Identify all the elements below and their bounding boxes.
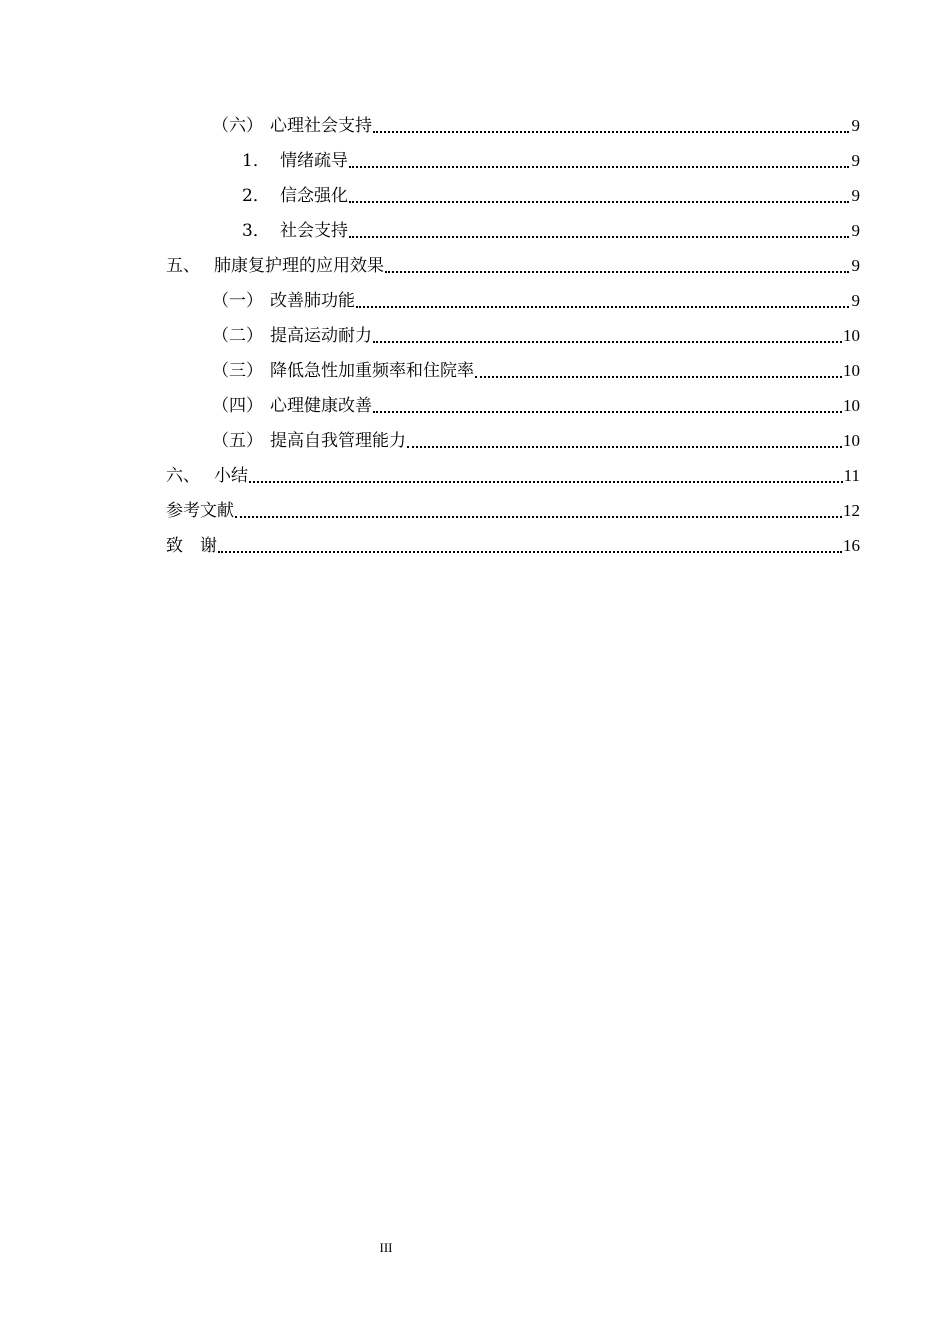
- toc-entry[interactable]: [166, 423, 860, 458]
- toc-entry-number: （六）: [212, 116, 263, 136]
- toc-entry[interactable]: [166, 388, 860, 423]
- toc-entry-page: 12: [843, 501, 860, 520]
- toc-entry[interactable]: [166, 143, 860, 178]
- toc-entry-title: 改善肺功能: [270, 291, 355, 311]
- toc-entry-title: 情绪疏导: [280, 151, 348, 171]
- toc-entry-number: （二）: [212, 326, 263, 346]
- toc-entry-page: 9: [851, 221, 860, 240]
- table-of-contents: [166, 108, 860, 563]
- page-number-footer: III: [379, 1240, 393, 1255]
- toc-entry-page: 10: [843, 326, 860, 345]
- toc-entry[interactable]: [166, 318, 860, 353]
- toc-entry-page: 10: [843, 396, 860, 415]
- toc-leader-dots: [385, 270, 849, 273]
- toc-leader-dots: [349, 200, 849, 203]
- toc-leader-dots: [349, 235, 849, 238]
- toc-entry-title: 心理社会支持: [270, 116, 372, 136]
- toc-entry-number: 六、: [166, 466, 200, 486]
- toc-entry-page: 9: [851, 256, 860, 275]
- toc-leader-dots: [349, 165, 849, 168]
- toc-entry-number: （一）: [212, 291, 263, 311]
- toc-entry-page: 10: [843, 431, 860, 450]
- toc-entry-number: （四）: [212, 396, 263, 416]
- toc-entry-page: 11: [843, 466, 860, 485]
- toc-entry-title: 心理健康改善: [270, 396, 372, 416]
- toc-entry-number: 1．: [242, 151, 270, 171]
- toc-leader-dots: [249, 480, 843, 483]
- toc-entry-title: 提高自我管理能力: [270, 431, 406, 451]
- toc-entry-page: 9: [851, 186, 860, 205]
- toc-entry-title: 信念强化: [280, 186, 348, 206]
- toc-leader-dots: [475, 375, 842, 378]
- toc-leader-dots: [407, 445, 842, 448]
- toc-entry-number: （三）: [212, 361, 263, 381]
- toc-leader-dots: [356, 305, 849, 308]
- toc-entry[interactable]: [166, 108, 860, 143]
- toc-leader-dots: [218, 550, 842, 553]
- toc-entry[interactable]: [166, 458, 860, 493]
- toc-entry-page: 10: [843, 361, 860, 380]
- toc-entry-title: 小结: [214, 466, 248, 486]
- toc-entry-title: 参考文献: [166, 501, 234, 521]
- toc-entry-page: 9: [851, 291, 860, 310]
- toc-entry-number: 2．: [242, 186, 270, 206]
- toc-leader-dots: [373, 410, 842, 413]
- toc-entry[interactable]: [166, 213, 860, 248]
- toc-leader-dots: [235, 515, 842, 518]
- toc-entry-title: 肺康复护理的应用效果: [214, 256, 384, 276]
- toc-entry-title: 致 谢: [166, 536, 217, 556]
- toc-entry-page: 9: [851, 151, 860, 170]
- toc-entry[interactable]: [166, 353, 860, 388]
- toc-entry[interactable]: [166, 493, 860, 528]
- toc-entry[interactable]: [166, 248, 860, 283]
- toc-entry-number: 五、: [166, 256, 200, 276]
- toc-leader-dots: [373, 340, 842, 343]
- toc-entry-title: 提高运动耐力: [270, 326, 372, 346]
- toc-leader-dots: [373, 130, 849, 133]
- toc-entry-number: （五）: [212, 431, 263, 451]
- toc-entry[interactable]: [166, 528, 860, 563]
- toc-entry-title: 降低急性加重频率和住院率: [270, 361, 474, 381]
- toc-entry-page: 16: [843, 536, 860, 555]
- toc-entry-title: 社会支持: [280, 221, 348, 241]
- toc-entry-page: 9: [851, 116, 860, 135]
- toc-entry[interactable]: [166, 178, 860, 213]
- toc-entry[interactable]: [166, 283, 860, 318]
- toc-entry-number: 3．: [242, 221, 270, 241]
